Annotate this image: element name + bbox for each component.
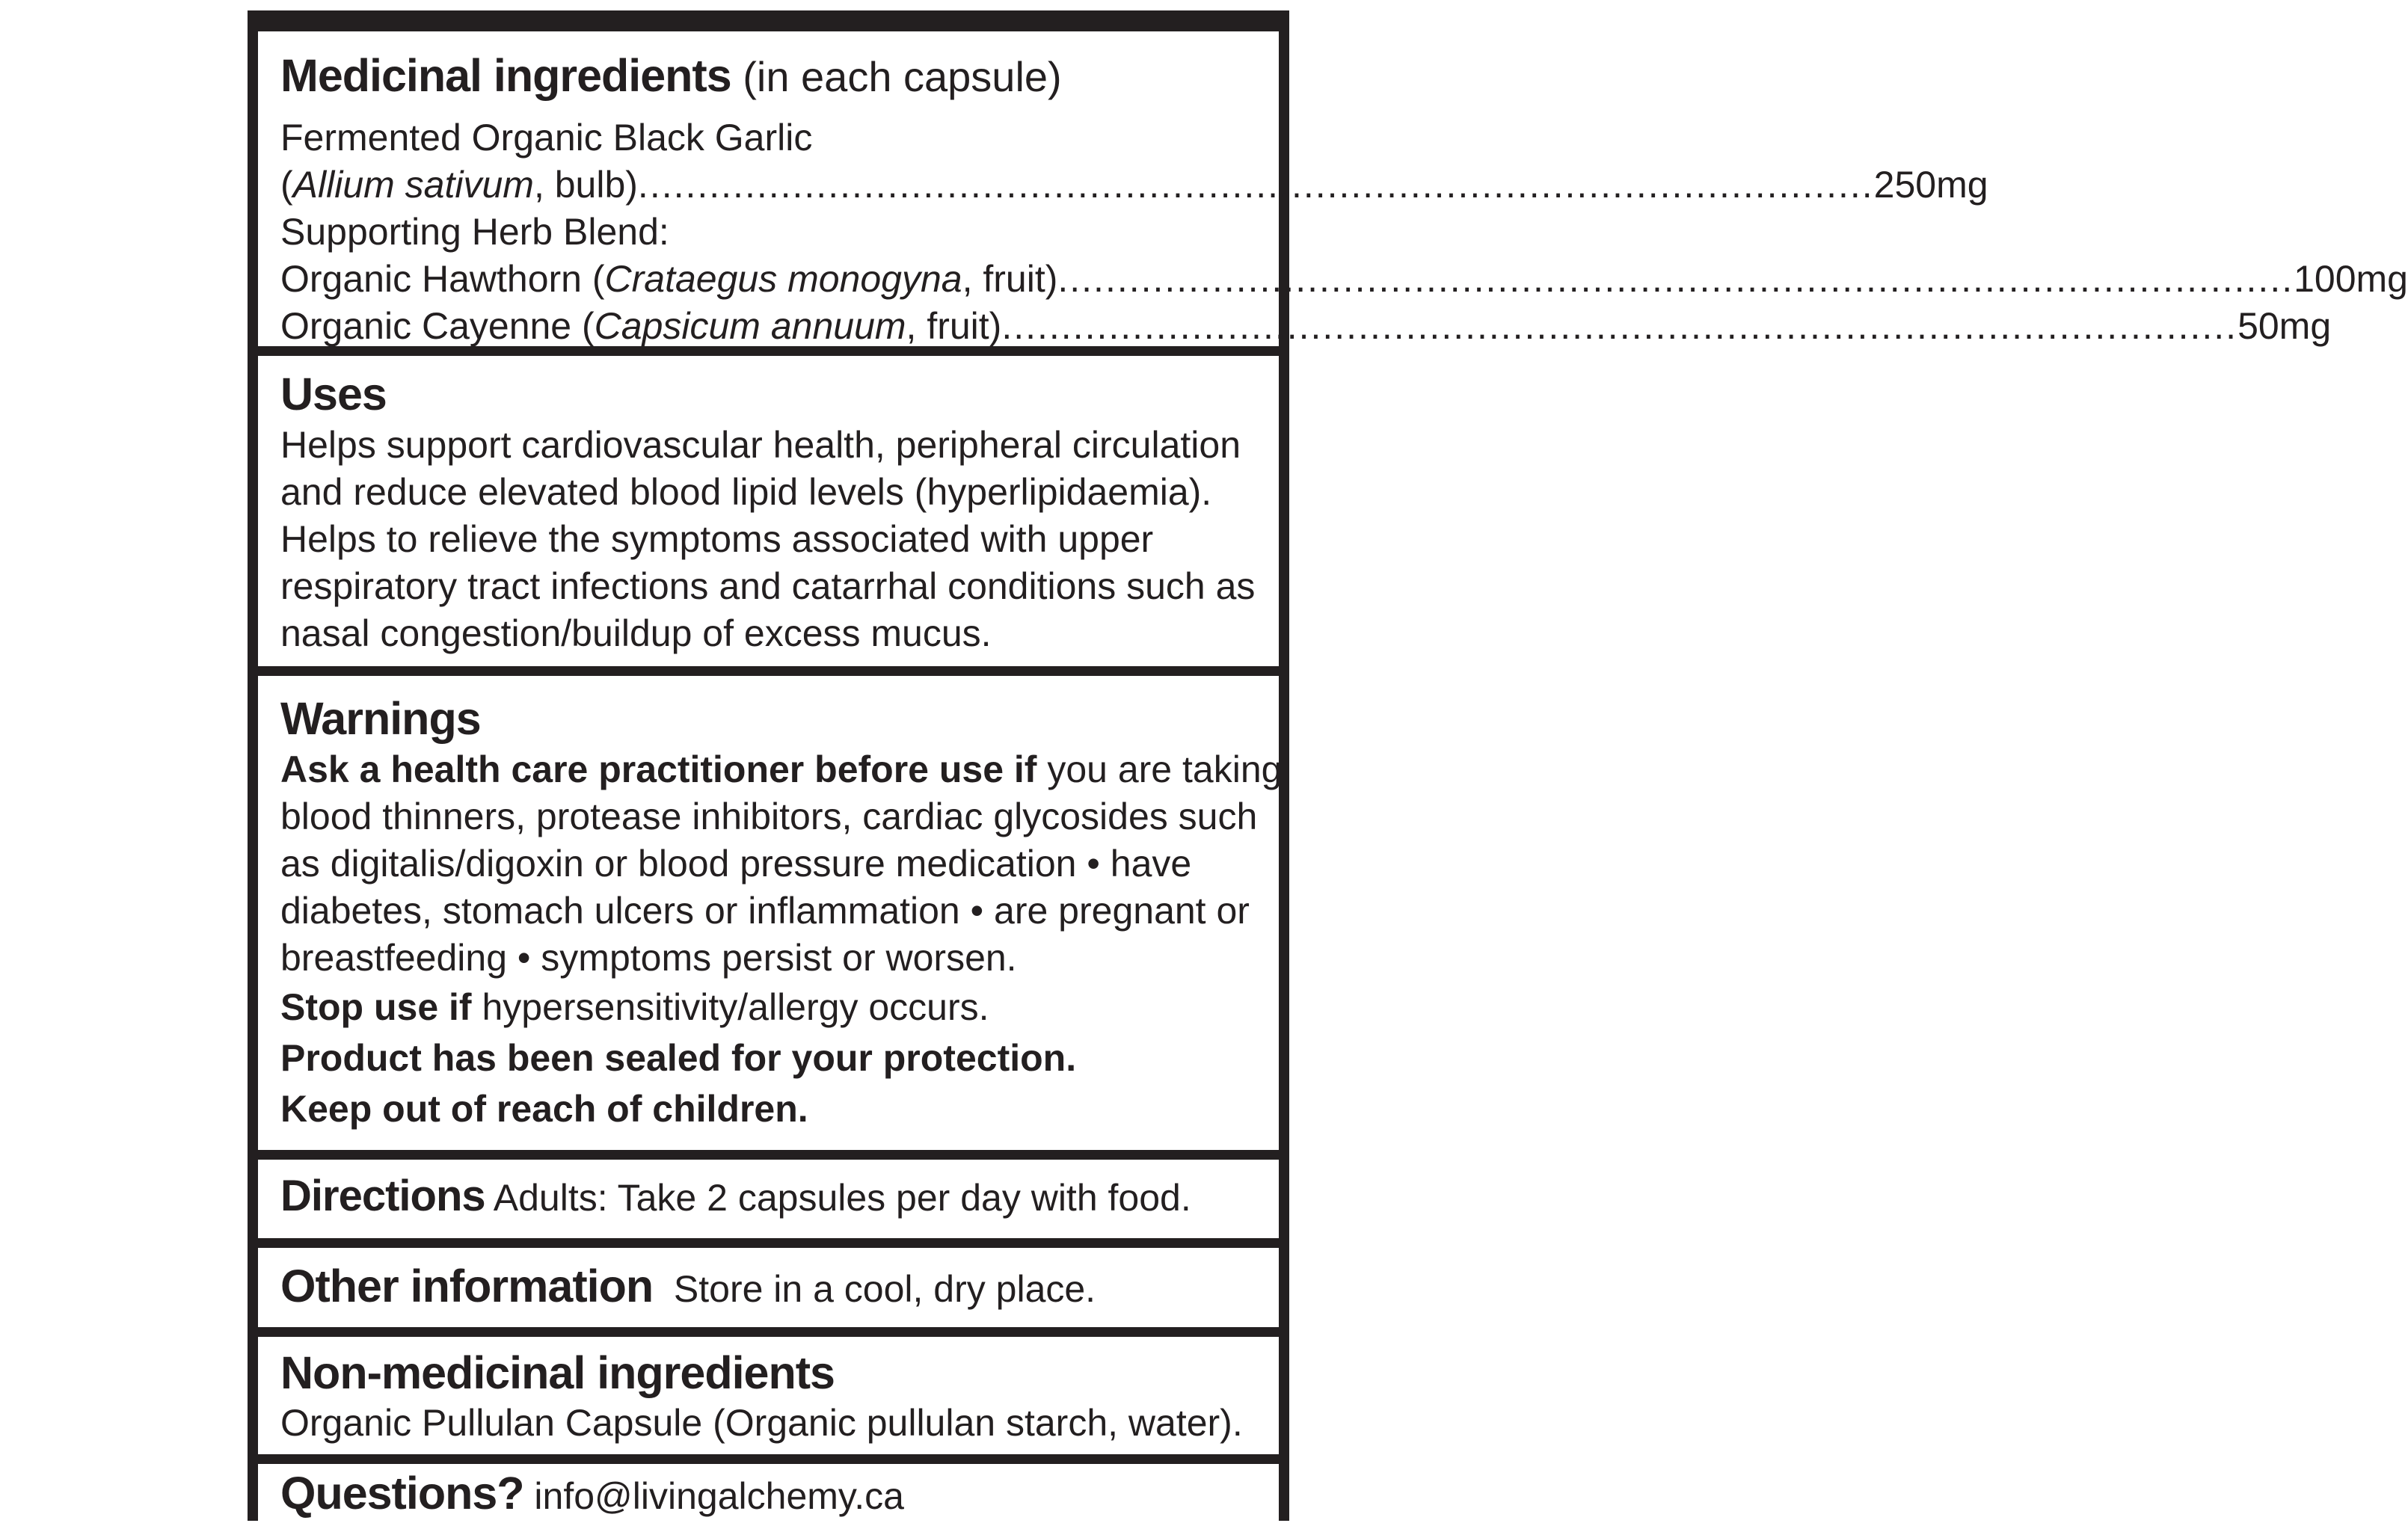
- uses-heading: Uses: [280, 369, 387, 419]
- cayenne-amount: 50mg: [2237, 305, 2332, 347]
- dot-leader: ........................................................................................................: [637, 164, 1874, 206]
- medicinal-ingredients-section: [258, 31, 2408, 347]
- questions-heading: Questions?: [280, 1468, 524, 1519]
- other-information-line: [280, 1260, 1262, 1325]
- medicinal-heading: Medicinal ingredients: [280, 50, 731, 101]
- warnings-ask-bold: Ask a health care practitioner before use if: [280, 748, 1037, 790]
- non-medicinal-text: Organic Pullulan Capsule (Organic pullulan starch, water).: [280, 1402, 1243, 1444]
- warnings-line: as digitalis/digoxin or blood pressure medication • have: [280, 843, 1192, 885]
- garlic-name: Fermented Organic Black Garlic: [280, 117, 813, 159]
- warnings-line: diabetes, stomach ulcers or inflammation • are pregnant or: [280, 890, 1250, 932]
- hawthorn-row: Organic Hawthorn (Crataegus monogyna, fruit) ........................................................................................................ 100mg: [280, 256, 1262, 303]
- uses-line: respiratory tract infections and catarrhal conditions such as: [280, 565, 1256, 607]
- warnings-line: blood thinners, protease inhibitors, cardiac glycosides such: [280, 796, 1258, 837]
- uses-line: Helps support cardiovascular health, peripheral circulation: [280, 424, 1241, 466]
- contact-email: info@livingalchemy.ca: [523, 1475, 904, 1517]
- questions-line: [280, 1467, 1262, 1532]
- uses-section: [258, 356, 1279, 666]
- warnings-ask-line: Ask a health care practitioner before use if you are taking: [280, 748, 1283, 790]
- uses-line: and reduce elevated blood lipid levels (hyperlipidaemia).: [280, 471, 1212, 513]
- sealed-notice: Product has been sealed for your protection.: [280, 1037, 1077, 1079]
- uses-line: nasal congestion/buildup of excess mucus.: [280, 612, 992, 654]
- garlic-latin-name: Allium sativum: [292, 164, 534, 206]
- hawthorn-amount: 100mg: [2294, 258, 2408, 300]
- warnings-section: [258, 676, 1283, 1150]
- garlic-row: (Allium sativum, bulb) ........................................................................................................ 250mg: [280, 161, 1262, 209]
- questions-section: [258, 1464, 1279, 1522]
- hawthorn-latin-name: Crataegus monogyna: [604, 258, 962, 300]
- non-medicinal-section: [258, 1337, 1279, 1454]
- cayenne-row: Organic Cayenne (Capsicum annuum, fruit) ........................................................................................................ 50mg: [280, 303, 1262, 350]
- directions-section: [258, 1160, 1279, 1238]
- children-notice: Keep out of reach of children.: [280, 1088, 808, 1130]
- warnings-line: breastfeeding • symptoms persist or worsen.: [280, 937, 1017, 979]
- cayenne-latin-name: Capsicum annuum: [594, 305, 906, 347]
- warnings-stop-line: Stop use if hypersensitivity/allergy occurs.: [280, 986, 989, 1028]
- other-information-text: Store in a cool, dry place.: [653, 1268, 1096, 1310]
- herb-blend-label: Supporting Herb Blend:: [280, 211, 669, 253]
- other-information-heading: Other information: [280, 1261, 654, 1311]
- garlic-amount: 250mg: [1873, 164, 1988, 206]
- dot-leader: ........................................................................................................: [1001, 305, 2238, 347]
- other-information-section: [258, 1248, 1279, 1327]
- non-medicinal-heading: Non-medicinal ingredients: [280, 1347, 835, 1398]
- medicinal-heading-suffix: (in each capsule): [731, 53, 1062, 100]
- directions-heading: Directions: [280, 1172, 485, 1220]
- medicinal-heading-line: [280, 49, 1262, 114]
- supplement-facts-label: [248, 10, 2408, 1521]
- warnings-stop-bold: Stop use if: [280, 986, 472, 1028]
- warnings-heading: Warnings: [280, 693, 481, 744]
- directions-text: Adults: Take 2 capsules per day with food.: [485, 1177, 1191, 1219]
- uses-line: Helps to relieve the symptoms associated with upper: [280, 518, 1154, 560]
- dot-leader: ........................................................................................................: [1057, 258, 2294, 300]
- directions-line: [280, 1170, 1262, 1234]
